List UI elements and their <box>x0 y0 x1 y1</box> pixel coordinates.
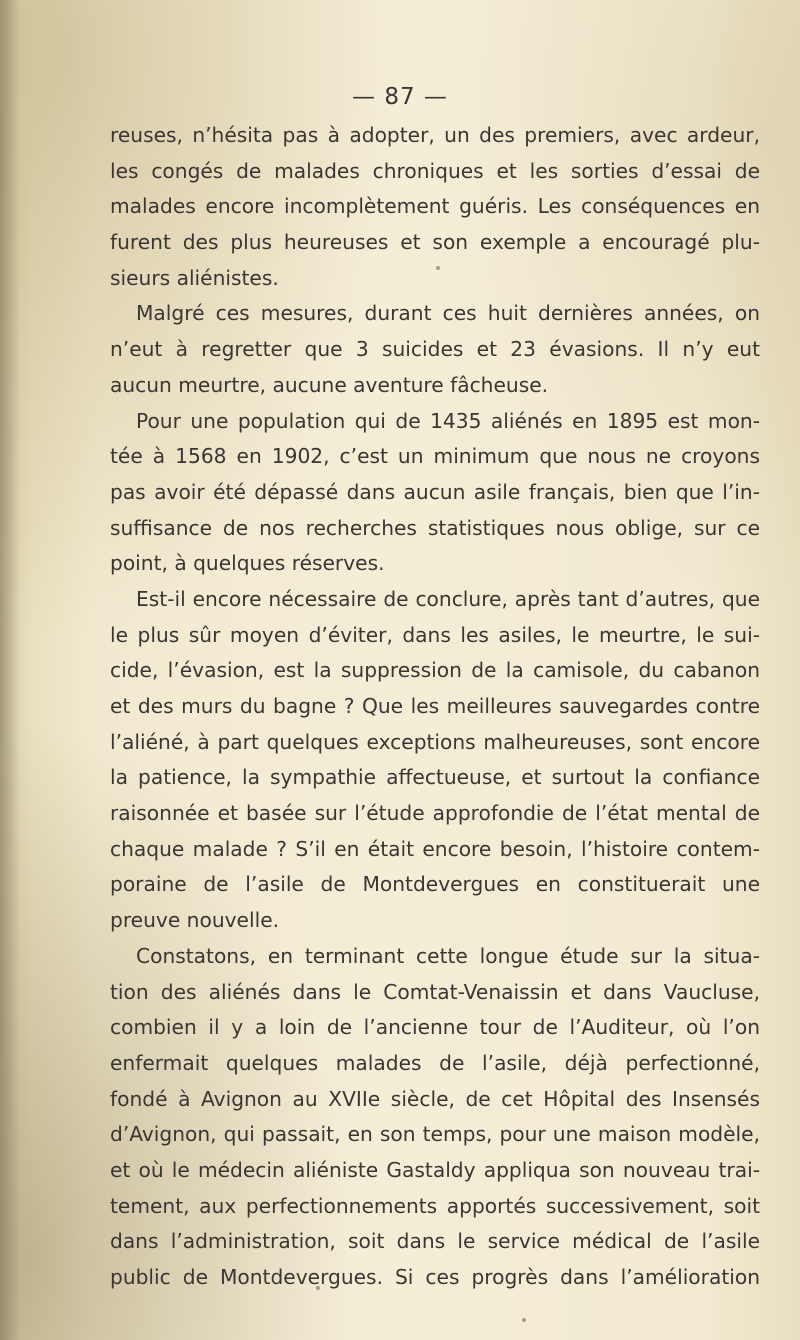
text-line: Est-il encore nécessaire de conclure, après tant d’autres, que <box>136 586 760 611</box>
text-line: dans l’administration, soit dans le service médical de l’asile <box>110 1229 760 1254</box>
text-line: cide, l’évasion, est la suppression de la camisole, du cabanon <box>110 658 760 683</box>
text-line: pas avoir été dépassé dans aucun asile français, bien que l’in- <box>110 479 760 504</box>
text-line: le plus sûr moyen d’éviter, dans les asiles, le meurtre, le sui- <box>110 622 760 647</box>
text-line: poraine de l’asile de Montdevergues en constituerait une <box>110 872 760 897</box>
text-line: les congés de malades chroniques et les sorties d’essai de <box>110 158 760 183</box>
text-line: malades encore incomplètement guéris. Les conséquences en <box>110 194 760 219</box>
body-text <box>110 118 760 1296</box>
text-line: la patience, la sympathie affectueuse, et surtout la confiance <box>110 765 760 790</box>
ink-speck <box>316 1286 320 1290</box>
text-line: n’eut à regretter que 3 suicides et 23 évasions. Il n’y eut <box>110 337 760 362</box>
text-line: point, à quelques réserves. <box>110 551 385 576</box>
ink-speck <box>436 266 440 270</box>
text-line: et où le médecin aliéniste Gastaldy appliqua son nouveau trai- <box>110 1157 760 1182</box>
text-line: chaque malade ? S’il en était encore besoin, l’histoire contem- <box>110 836 760 861</box>
text-line: aucun meurtre, aucune aventure fâcheuse. <box>110 372 549 397</box>
text-line: reuses, n’hésita pas à adopter, un des premiers, avec ardeur, <box>110 123 760 147</box>
binding-shadow <box>0 0 20 1340</box>
text-line: Pour une population qui de 1435 aliénés en 1895 est mon- <box>136 408 760 433</box>
text-line: d’Avignon, qui passait, en son temps, pour une maison modèle, <box>110 1122 760 1147</box>
text-line: enfermait quelques malades de l’asile, déjà perfectionné, <box>110 1050 760 1075</box>
text-line: et des murs du bagne ? Que les meilleures sauvegardes contre <box>110 694 760 718</box>
ink-speck <box>522 1318 526 1322</box>
text-line: fondé à Avignon au XVIIe siècle, de cet Hôpital des Insensés <box>110 1086 760 1111</box>
text-line: combien il y a loin de l’ancienne tour de l’Auditeur, où l’on <box>110 1015 760 1040</box>
text-line: Constatons, en terminant cette longue étude sur la situa- <box>136 943 760 968</box>
text-line: public de Montdevergues. Si ces progrès dans l’amélioration <box>110 1265 760 1289</box>
text-line: suffisance de nos recherches statistiques nous oblige, sur ce <box>110 515 760 540</box>
text-line: sieurs aliénistes. <box>110 265 279 290</box>
text-line: raisonnée et basée sur l’étude approfondie de l’état mental de <box>110 801 760 826</box>
page-number: — 87 — <box>352 84 448 110</box>
text-line: Malgré ces mesures, durant ces huit dernières années, on <box>136 301 760 326</box>
text-line: preuve nouvelle. <box>110 908 280 933</box>
text-line: furent des plus heureuses et son exemple a encouragé plu- <box>110 230 760 255</box>
text-line: tement, aux perfectionnements apportés successivement, soit <box>110 1193 760 1218</box>
text-line: tée à 1568 en 1902, c’est un minimum que nous ne croyons <box>110 444 760 469</box>
text-line: l’aliéné, à part quelques exceptions malheureuses, sont encore <box>110 729 760 754</box>
text-line: tion des aliénés dans le Comtat-Venaissin et dans Vaucluse, <box>110 979 760 1004</box>
